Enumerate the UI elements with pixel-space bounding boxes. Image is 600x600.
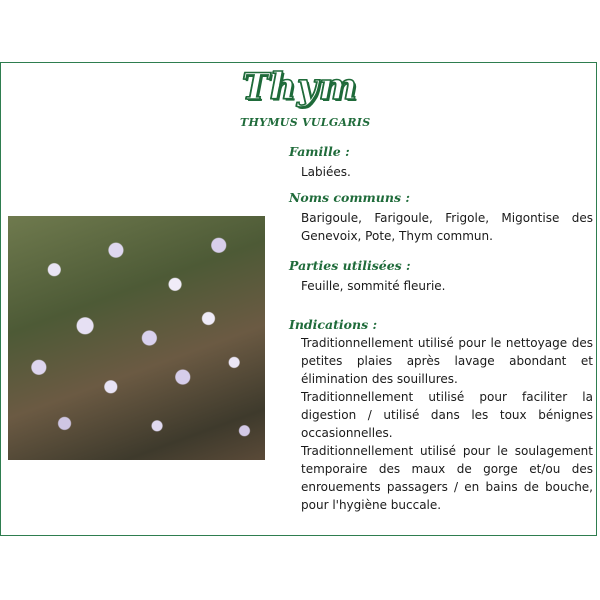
indications-heading: Indications : [289, 317, 378, 332]
page-title: Thym [242, 66, 358, 108]
famille-heading: Famille : [289, 144, 350, 159]
noms-communs-heading: Noms communs : [289, 190, 410, 205]
indication-item: Traditionnellement utilisé pour le soulagement temporaire des maux de gorge et/ou des enrouements passagers / en bains de bouche, pour l'hygiène buccale. [301, 444, 593, 512]
indications-list [301, 334, 593, 514]
thyme-plant-photo [8, 216, 265, 460]
parties-utilisees-heading: Parties utilisées : [289, 258, 411, 273]
latin-name: THYMUS VULGARIS [240, 116, 371, 129]
famille-text: Labiées. [301, 165, 351, 179]
noms-communs-text: Barigoule, Farigoule, Frigole, Migontise des Genevoix, Pote, Thym commun. [301, 211, 593, 243]
indication-item: Traditionnellement utilisé pour faciliter la digestion / utilisé dans les toux bénignes occasionnelles. [301, 390, 593, 440]
parties-utilisees-text: Feuille, sommité fleurie. [301, 279, 446, 293]
indication-item: Traditionnellement utilisé pour le nettoyage des petites plaies après lavage abondant et élimination des souillures. [301, 336, 593, 386]
